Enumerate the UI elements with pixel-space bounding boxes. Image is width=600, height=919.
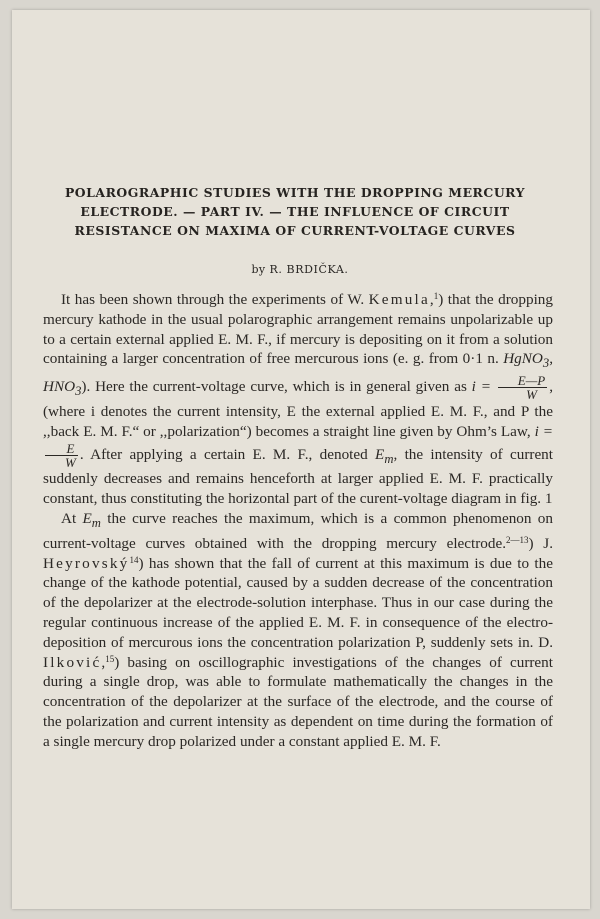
p1-text-c: ). Here the current-voltage curve, which is in general given as <box>81 378 472 396</box>
citation-heyrovsky: Heyrovský <box>43 554 130 572</box>
article-body <box>43 290 553 752</box>
p1-text-e: . After applying a certain E. M. F., denoted <box>79 445 376 463</box>
equation-i: i = <box>471 378 496 396</box>
p1-text-a: It has been shown through the experiments of W. <box>61 291 369 308</box>
formula-sub-b: 3 <box>75 384 82 399</box>
p2-text-b: the curve reaches the maximum, which is a common phenomenon on current-voltage curves obtained with the dropping mercury electrode. <box>43 510 553 552</box>
fraction-2-numerator: E <box>45 442 78 456</box>
fraction-e-minus-p-over-w <box>498 374 547 401</box>
ref-1: 1 <box>433 291 439 302</box>
title-line-1: POLAROGRAPHIC STUDIES WITH THE DROPPING MERCURY <box>64 185 526 200</box>
symbol-em-2-sub: m <box>91 516 101 531</box>
citation-ilkovic: Ilković <box>43 653 102 671</box>
p1-text-f: , the intensity of current suddenly decreases and remains henceforth at larger applied E. M. F. practically constant, thus constituting the horizontal part of the curent-voltage diagram in fig. 1 <box>43 445 553 508</box>
p1-text-b: ) that the dropping mercury kathode in the usual polarographic arrangement remains unpolarizable up to a certain external applied E. M. F., if mercury is depositing on it from a solution containing a larger concentration of free mercurous ions (e. g. from 0·1 n. <box>43 291 553 368</box>
author-by: by <box>251 263 266 276</box>
fraction-e-over-w <box>45 442 78 469</box>
paragraph-2: At $E_m$ the curve reaches the maximum, which is a common phenomenon on current-voltage curves obtained with the dropping mercury electrode.$^{2—13}$) J. Heyrovský$^{14}$) has shown that the fall of current at this maximum is due to the change of the kathode potential, caused by a sudden decrease of the concentration of the depolarizer at the electrode-solution interphase. Thus in our case during the regular continuous increase of the applied E. M. F. in consequence of the electro-deposition of mercurous ions the concentration polarization P, suddenly sets in. D. Ilković,$^{15}$) basing on oscillographic investigations of the changes of current during a single drop, was able to formulate mathematically the changes in the concentration of the depolarizer at the surface of the electrode, and the course of the polarization and current intensity as dependent on time during the formation of a single mercury drop polarized under a constant applied E. M. F. <box>43 510 553 750</box>
fraction-2-denominator: W <box>65 454 76 470</box>
ref-15: 15 <box>105 653 115 664</box>
p2-text-a: At <box>61 510 83 528</box>
p1-text-d: , (where i denotes the current intensity, E the external applied E. M. F., and P the ,,back E. M. F.“ or ,,polarization“) becomes a straight line given by Ohm’s Law, <box>43 378 554 440</box>
symbol-em: E <box>375 445 385 463</box>
formula-hgno3: HgNO <box>503 350 543 368</box>
p2-text-c: ) J. <box>528 534 553 552</box>
title-line-3: RESISTANCE ON MAXIMA OF CURRENT-VOLTAGE CURVES <box>74 223 516 238</box>
title-line-2: ELECTRODE. — PART IV. — THE INFLUENCE OF CIRCUIT <box>80 204 510 219</box>
p1-comma: , <box>549 350 553 368</box>
fraction-1-numerator: E—P <box>498 374 547 388</box>
paragraph-1: It has been shown through the experiments of W. Kemula,$^1$) that the dropping mercury kathode in the usual polarographic arrangement remains unpolarizable up to a certain external applied E. M. F., if mercury is depositing on it from a solution containing a larger concentration of free mercurous ions (e. g. from 0·1 n. HgNO$_3$, $HNO_3$). Here the current-voltage curve, which is in general given as i = $\frac{E—P}{W}$ , (where i denotes the current intensity, E the external applied E. M. F., and P the ,,back E. M. F.“ or ,,polarization“) becomes a straight line given by Ohm’s Law, i = $\frac{E}{W}$ . After applying a certain E. M. F., denoted $E_m$, the intensity of current suddenly decreases and remains henceforth at larger applied E. M. F. practically constant, thus constituting the horizontal part of the curent-voltage diagram in fig. 1 <box>43 291 554 508</box>
p2-text-e: ) basing on oscillographic investigations of the changes of current during a single drop, was able to formulate mathematically the changes in the concentration of the depolarizer at the surface of the electrode, and the course of the polarization and current intensity as dependent on time during the formation of a single mercury drop polarized under a constant applied E. M. F. <box>43 653 553 750</box>
symbol-em-sub: m <box>384 451 394 466</box>
article-title <box>30 183 560 240</box>
author-name: R. BRDIČKA. <box>269 263 349 276</box>
fraction-1-denominator: W <box>526 387 537 403</box>
citation-kemula: Kemula <box>368 291 430 308</box>
ref-2-13: 2—13 <box>506 534 529 545</box>
p2-text-d: ) has shown that the fall of current at this maximum is due to the change of the kathode potential, caused by a sudden decrease of the concentration of the depolarizer at the electrode-solution interphase. Thus in our case during the regular continuous increase of the applied E. M. F. in consequence of the electro-deposition of mercurous ions the concentration polarization P, suddenly sets in. D. <box>43 554 553 651</box>
formula-sub-a: 3 <box>542 356 550 371</box>
ref-14: 14 <box>129 554 139 565</box>
author-line <box>0 262 600 276</box>
equation-i-ohm: i = <box>534 422 554 440</box>
formula-hno3: HNO <box>43 378 76 396</box>
symbol-em-2: E <box>82 510 92 528</box>
